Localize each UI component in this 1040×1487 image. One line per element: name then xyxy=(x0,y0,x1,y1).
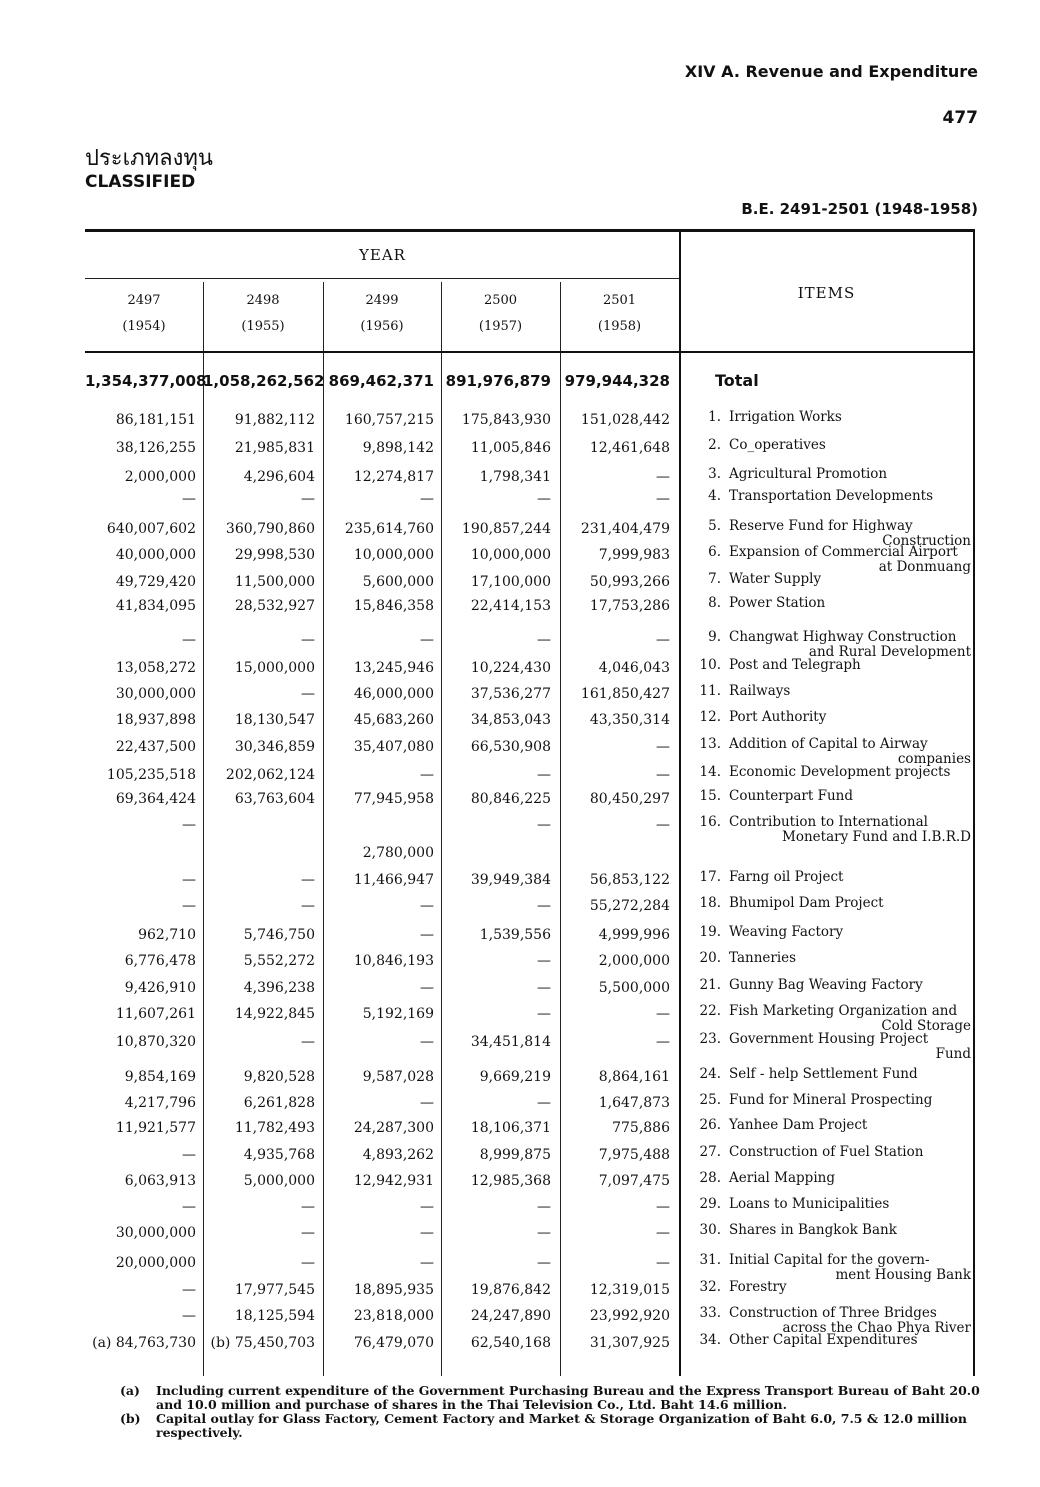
table-row xyxy=(85,1093,973,1117)
cell-value: — xyxy=(182,491,196,507)
table-row xyxy=(85,438,973,462)
item-label: 17. Farng oil Project xyxy=(699,869,844,885)
period-label: B.E. 2491-2501 (1948-1958) xyxy=(741,200,978,218)
cell-value: 5,552,272 xyxy=(243,953,315,969)
table-row xyxy=(85,925,973,949)
item-label: 20. Tanneries xyxy=(699,950,797,966)
cell-value: 7,097,475 xyxy=(598,1173,670,1189)
item-label: 2. Co_operatives xyxy=(708,437,826,453)
cell-value: 55,272,284 xyxy=(589,898,670,914)
cell-value: 30,000,000 xyxy=(115,686,196,702)
cell-value: 23,992,920 xyxy=(589,1308,670,1324)
cell-value: 9,898,142 xyxy=(362,440,434,456)
cell-value: 7,999,983 xyxy=(598,547,670,563)
cell-value: 30,346,859 xyxy=(234,739,315,755)
cell-value: 6,261,828 xyxy=(243,1095,315,1111)
cell-value: 5,600,000 xyxy=(362,574,434,590)
total-value: 979,944,328 xyxy=(564,372,670,390)
cell-value: 7,975,488 xyxy=(598,1147,670,1163)
cell-value: — xyxy=(656,1199,670,1215)
cell-value: 202,062,124 xyxy=(225,767,315,783)
item-label: 6. Expansion of Commercial Airport at Donmuang xyxy=(708,544,971,575)
cell-value: 43,350,314 xyxy=(589,712,670,728)
cell-value: — xyxy=(301,1225,315,1241)
cell-value: 6,063,913 xyxy=(124,1173,196,1189)
footnote: (a) Including current expenditure of the Government Purchasing Bureau and the Express Transport Bureau of Baht 20.0 and 10.0 million and purchase of shares in the Thai Television Co., Ltd. Baht 14.6 million. xyxy=(120,1383,980,1412)
cell-value: 37,536,277 xyxy=(470,686,551,702)
cell-value: — xyxy=(537,898,551,914)
cell-value: — xyxy=(301,1255,315,1271)
cell-value: 34,853,043 xyxy=(470,712,551,728)
cell-value: 24,287,300 xyxy=(353,1120,434,1136)
item-label: 8. Power Station xyxy=(708,595,826,611)
cell-value: 13,245,946 xyxy=(353,660,434,676)
item-label: 34. Other Capital Expenditures xyxy=(699,1332,918,1348)
cell-value: 34,451,814 xyxy=(470,1034,551,1050)
cell-value: — xyxy=(537,1255,551,1271)
table-row xyxy=(85,544,973,575)
table-row xyxy=(85,410,973,434)
cell-value: 235,614,760 xyxy=(344,521,434,537)
cell-value: 10,224,430 xyxy=(470,660,551,676)
cell-value: 31,307,925 xyxy=(589,1335,670,1351)
item-label: 25. Fund for Mineral Prospecting xyxy=(699,1092,933,1108)
item-label: 30. Shares in Bangkok Bank xyxy=(699,1222,897,1238)
header-bottom-rule xyxy=(85,351,973,353)
footnote: (b) Capital outlay for Glass Factory, Cement Factory and Market & Storage Organization of Baht 6.0, 7.5 & 12.0 million respectively. xyxy=(120,1411,967,1440)
table-row xyxy=(85,951,973,975)
cell-value: — xyxy=(420,491,434,507)
table-row xyxy=(85,489,973,513)
table-row xyxy=(85,596,973,620)
data-table xyxy=(85,229,975,1376)
table-row xyxy=(85,978,973,1002)
footnotes xyxy=(120,1384,980,1440)
cell-value: 2,780,000 xyxy=(362,845,434,861)
item-label: 22. Fish Marketing Organization and Cold Storage xyxy=(699,1003,971,1034)
cell-value: 23,818,000 xyxy=(353,1308,434,1324)
cell-value: 640,007,602 xyxy=(106,521,196,537)
cell-value: 151,028,442 xyxy=(580,412,670,428)
item-label: 19. Weaving Factory xyxy=(699,924,844,940)
cell-value: 5,192,169 xyxy=(362,1006,434,1022)
cell-value: 4,217,796 xyxy=(124,1095,196,1111)
cell-value: — xyxy=(537,980,551,996)
table-row xyxy=(85,1252,973,1283)
cell-value: 10,000,000 xyxy=(470,547,551,563)
cell-value: 175,843,930 xyxy=(461,412,551,428)
table-row xyxy=(85,1118,973,1142)
cell-value: — xyxy=(182,872,196,888)
cell-value: — xyxy=(182,898,196,914)
table-row xyxy=(85,896,973,920)
cell-value: 11,466,947 xyxy=(353,872,434,888)
total-row xyxy=(85,371,973,395)
cell-value: 35,407,080 xyxy=(353,739,434,755)
table-row xyxy=(85,1197,973,1221)
cell-value: 76,479,070 xyxy=(353,1335,434,1351)
cell-value: — xyxy=(301,686,315,702)
total-value: 1,354,377,008 xyxy=(85,372,207,390)
cell-value: 161,850,427 xyxy=(580,686,670,702)
cell-value: 12,985,368 xyxy=(470,1173,551,1189)
cell-value: — xyxy=(656,817,670,833)
cell-value: 962,710 xyxy=(138,927,196,943)
cell-value: 77,945,958 xyxy=(353,791,434,807)
item-label: 9. Changwat Highway Construction and Rural Development xyxy=(708,629,971,660)
cell-value: — xyxy=(537,817,551,833)
cell-value: 46,000,000 xyxy=(353,686,434,702)
cell-value: 18,895,935 xyxy=(353,1282,434,1298)
cell-value: — xyxy=(182,632,196,648)
total-value: 869,462,371 xyxy=(328,372,434,390)
cell-value: 29,998,530 xyxy=(234,547,315,563)
cell-value: 18,125,594 xyxy=(234,1308,315,1324)
cell-value: 15,846,358 xyxy=(353,598,434,614)
cell-value: — xyxy=(656,739,670,755)
cell-value: — xyxy=(182,1308,196,1324)
cell-value: 86,181,151 xyxy=(115,412,196,428)
cell-value: 5,500,000 xyxy=(598,980,670,996)
year-header: 2500 (1957) xyxy=(478,293,523,334)
items-heading: ITEMS xyxy=(797,284,856,302)
table-row xyxy=(85,1003,973,1034)
cell-value: 105,235,518 xyxy=(106,767,196,783)
cell-value: 9,426,910 xyxy=(124,980,196,996)
year-header: 2499 (1956) xyxy=(360,293,404,334)
item-label: 5. Reserve Fund for Highway Construction xyxy=(708,518,971,549)
item-label: 3. Agricultural Promotion xyxy=(708,466,888,482)
cell-value: — xyxy=(656,632,670,648)
year-heading: YEAR xyxy=(359,246,406,264)
cell-value: 56,853,122 xyxy=(589,872,670,888)
cell-value: 30,000,000 xyxy=(115,1225,196,1241)
cell-value: 62,540,168 xyxy=(470,1335,551,1351)
page-number: 477 xyxy=(942,108,978,128)
cell-value: — xyxy=(182,1147,196,1163)
table-row xyxy=(85,518,973,549)
cell-value: 4,396,238 xyxy=(243,980,315,996)
cell-value: 66,530,908 xyxy=(470,739,551,755)
cell-value: 80,450,297 xyxy=(589,791,670,807)
cell-value: — xyxy=(537,767,551,783)
classified-subtitle: CLASSIFIED xyxy=(85,172,196,192)
cell-value: 45,683,260 xyxy=(353,712,434,728)
cell-value: — xyxy=(656,1034,670,1050)
item-label: 11. Railways xyxy=(699,683,791,699)
cell-value: 41,834,095 xyxy=(115,598,196,614)
year-header: 2501 (1958) xyxy=(597,293,642,334)
cell-value: — xyxy=(420,898,434,914)
cell-value: 80,846,225 xyxy=(470,791,551,807)
item-label: 12. Port Authority xyxy=(699,709,827,725)
cell-value: 69,364,424 xyxy=(115,791,196,807)
item-label: 28. Aerial Mapping xyxy=(699,1170,835,1186)
cell-value: 12,461,648 xyxy=(589,440,670,456)
cell-value: 49,729,420 xyxy=(115,574,196,590)
cell-value: — xyxy=(537,632,551,648)
cell-value: — xyxy=(182,817,196,833)
cell-value: 22,437,500 xyxy=(115,739,196,755)
cell-value: — xyxy=(656,1006,670,1022)
cell-value: 19,876,842 xyxy=(470,1282,551,1298)
cell-value: — xyxy=(301,1034,315,1050)
item-label: 24. Self - help Settlement Fund xyxy=(699,1066,918,1082)
cell-value: 21,985,831 xyxy=(234,440,315,456)
year-header: 2497 (1954) xyxy=(122,293,166,334)
cell-value: 17,977,545 xyxy=(234,1282,315,1298)
cell-value: — xyxy=(420,927,434,943)
item-label: 1. Irrigation Works xyxy=(708,409,842,425)
cell-value: — xyxy=(420,1034,434,1050)
cell-value: 12,274,817 xyxy=(353,469,434,485)
table-row xyxy=(85,1223,973,1247)
cell-value: 91,882,112 xyxy=(234,412,315,428)
cell-value: 4,893,262 xyxy=(362,1147,434,1163)
cell-value: 24,247,890 xyxy=(470,1308,551,1324)
cell-value: 9,587,028 xyxy=(362,1069,434,1085)
table-row xyxy=(85,1031,973,1062)
cell-value: 12,942,931 xyxy=(353,1173,434,1189)
total-value: 1,058,262,562 xyxy=(203,372,325,390)
item-label: 33. Construction of Three Bridges across the Chao Phya River xyxy=(699,1305,971,1336)
item-label: 23. Government Housing Project Fund xyxy=(699,1031,971,1062)
cell-value: 4,935,768 xyxy=(243,1147,315,1163)
cell-value: 11,607,261 xyxy=(115,1006,196,1022)
cell-value: 231,404,479 xyxy=(580,521,670,537)
cell-value: (a) 84,763,730 xyxy=(92,1335,196,1351)
cell-value: — xyxy=(420,1095,434,1111)
table-row xyxy=(85,765,973,789)
cell-value: — xyxy=(537,1199,551,1215)
cell-value: 17,100,000 xyxy=(470,574,551,590)
cell-value: — xyxy=(420,632,434,648)
cell-value: 2,000,000 xyxy=(124,469,196,485)
cell-value: 9,854,169 xyxy=(124,1069,196,1085)
cell-value: — xyxy=(182,1199,196,1215)
cell-value: 11,005,846 xyxy=(470,440,551,456)
cell-value: 5,746,750 xyxy=(243,927,315,943)
table-row xyxy=(85,814,973,861)
item-label: 31. Initial Capital for the govern- ment Housing Bank xyxy=(699,1252,971,1283)
cell-value: — xyxy=(420,1255,434,1271)
cell-value: 4,296,604 xyxy=(243,469,315,485)
item-label: 21. Gunny Bag Weaving Factory xyxy=(699,977,923,993)
cell-value: — xyxy=(656,1255,670,1271)
thai-title: ประเภทลงทุน xyxy=(85,146,213,171)
cell-value: — xyxy=(537,1006,551,1022)
cell-value: — xyxy=(301,1199,315,1215)
cell-value: 12,319,015 xyxy=(589,1282,670,1298)
cell-value: 17,753,286 xyxy=(589,598,670,614)
table-row xyxy=(85,1067,973,1091)
cell-value: 50,993,266 xyxy=(589,574,670,590)
cell-value: 1,539,556 xyxy=(479,927,551,943)
cell-value: — xyxy=(420,767,434,783)
item-label: 16. Contribution to International Monetary Fund and I.B.R.D xyxy=(699,814,971,845)
cell-value: — xyxy=(301,872,315,888)
cell-value: 15,000,000 xyxy=(234,660,315,676)
cell-value: 775,886 xyxy=(612,1120,670,1136)
item-label: 4. Transportation Developments xyxy=(708,488,934,504)
item-label: 13. Addition of Capital to Airway companies xyxy=(699,736,971,767)
cell-value: 10,846,193 xyxy=(353,953,434,969)
table-row xyxy=(85,658,973,682)
item-label: 29. Loans to Municipalities xyxy=(699,1196,890,1212)
cell-value: — xyxy=(301,632,315,648)
item-label: 14. Economic Development projects xyxy=(699,764,951,780)
cell-value: 11,500,000 xyxy=(234,574,315,590)
cell-value: — xyxy=(301,491,315,507)
cell-value: 1,798,341 xyxy=(479,469,551,485)
cell-value: 160,757,215 xyxy=(344,412,434,428)
cell-value: 18,106,371 xyxy=(470,1120,551,1136)
cell-value: 4,999,996 xyxy=(598,927,670,943)
cell-value: 39,949,384 xyxy=(470,872,551,888)
item-label: 10. Post and Telegraph xyxy=(699,657,861,673)
cell-value: 11,782,493 xyxy=(234,1120,315,1136)
cell-value: 13,058,272 xyxy=(115,660,196,676)
cell-value: 20,000,000 xyxy=(115,1255,196,1271)
item-label: 18. Bhumipol Dam Project xyxy=(699,895,884,911)
table-row xyxy=(85,684,973,708)
header-rule xyxy=(85,278,679,279)
cell-value: 8,864,161 xyxy=(598,1069,670,1085)
cell-value: 190,857,244 xyxy=(461,521,551,537)
table-row xyxy=(85,1333,973,1357)
cell-value: 9,820,528 xyxy=(243,1069,315,1085)
cell-value: 9,669,219 xyxy=(479,1069,551,1085)
item-label: 32. Forestry xyxy=(699,1279,787,1295)
item-label: 26. Yanhee Dam Project xyxy=(699,1117,868,1133)
table-row xyxy=(85,870,973,894)
section-title: XIV A. Revenue and Expenditure xyxy=(684,62,978,81)
cell-value: — xyxy=(656,1225,670,1241)
cell-value: — xyxy=(420,980,434,996)
table-row xyxy=(85,572,973,596)
item-label: 7. Water Supply xyxy=(708,571,822,587)
cell-value: — xyxy=(182,1282,196,1298)
cell-value: — xyxy=(656,767,670,783)
cell-value: — xyxy=(537,1095,551,1111)
cell-value: 4,046,043 xyxy=(598,660,670,676)
cell-value: 8,999,875 xyxy=(479,1147,551,1163)
cell-value: — xyxy=(420,1225,434,1241)
cell-value: 360,790,860 xyxy=(225,521,315,537)
table-row xyxy=(85,1145,973,1169)
cell-value: 2,000,000 xyxy=(598,953,670,969)
cell-value: — xyxy=(537,491,551,507)
cell-value: — xyxy=(656,469,670,485)
cell-value: 40,000,000 xyxy=(115,547,196,563)
year-header: 2498 (1955) xyxy=(241,293,285,334)
cell-value: — xyxy=(656,491,670,507)
cell-value: — xyxy=(537,953,551,969)
table-row xyxy=(85,736,973,767)
cell-value: 10,870,320 xyxy=(115,1034,196,1050)
cell-value: — xyxy=(537,1225,551,1241)
cell-value: 63,763,604 xyxy=(234,791,315,807)
cell-value: 18,937,898 xyxy=(115,712,196,728)
cell-value: 6,776,478 xyxy=(124,953,196,969)
item-label: 27. Construction of Fuel Station xyxy=(699,1144,924,1160)
cell-value: 22,414,153 xyxy=(470,598,551,614)
table-row xyxy=(85,1280,973,1304)
cell-value: 11,921,577 xyxy=(115,1120,196,1136)
cell-value: 5,000,000 xyxy=(243,1173,315,1189)
total-value: 891,976,879 xyxy=(445,372,551,390)
cell-value: 38,126,255 xyxy=(115,440,196,456)
cell-value: 10,000,000 xyxy=(353,547,434,563)
table-row xyxy=(85,1305,973,1336)
cell-value: (b) 75,450,703 xyxy=(210,1335,315,1351)
cell-value: — xyxy=(301,898,315,914)
cell-value: 18,130,547 xyxy=(234,712,315,728)
cell-value: 28,532,927 xyxy=(234,598,315,614)
total-label: Total xyxy=(715,371,759,390)
cell-value: 1,647,873 xyxy=(598,1095,670,1111)
table-row xyxy=(85,710,973,734)
item-label: 15. Counterpart Fund xyxy=(699,788,853,804)
cell-value: 14,922,845 xyxy=(234,1006,315,1022)
table-row xyxy=(85,1171,973,1195)
table-row xyxy=(85,629,973,660)
table-row xyxy=(85,789,973,813)
cell-value: — xyxy=(420,1199,434,1215)
